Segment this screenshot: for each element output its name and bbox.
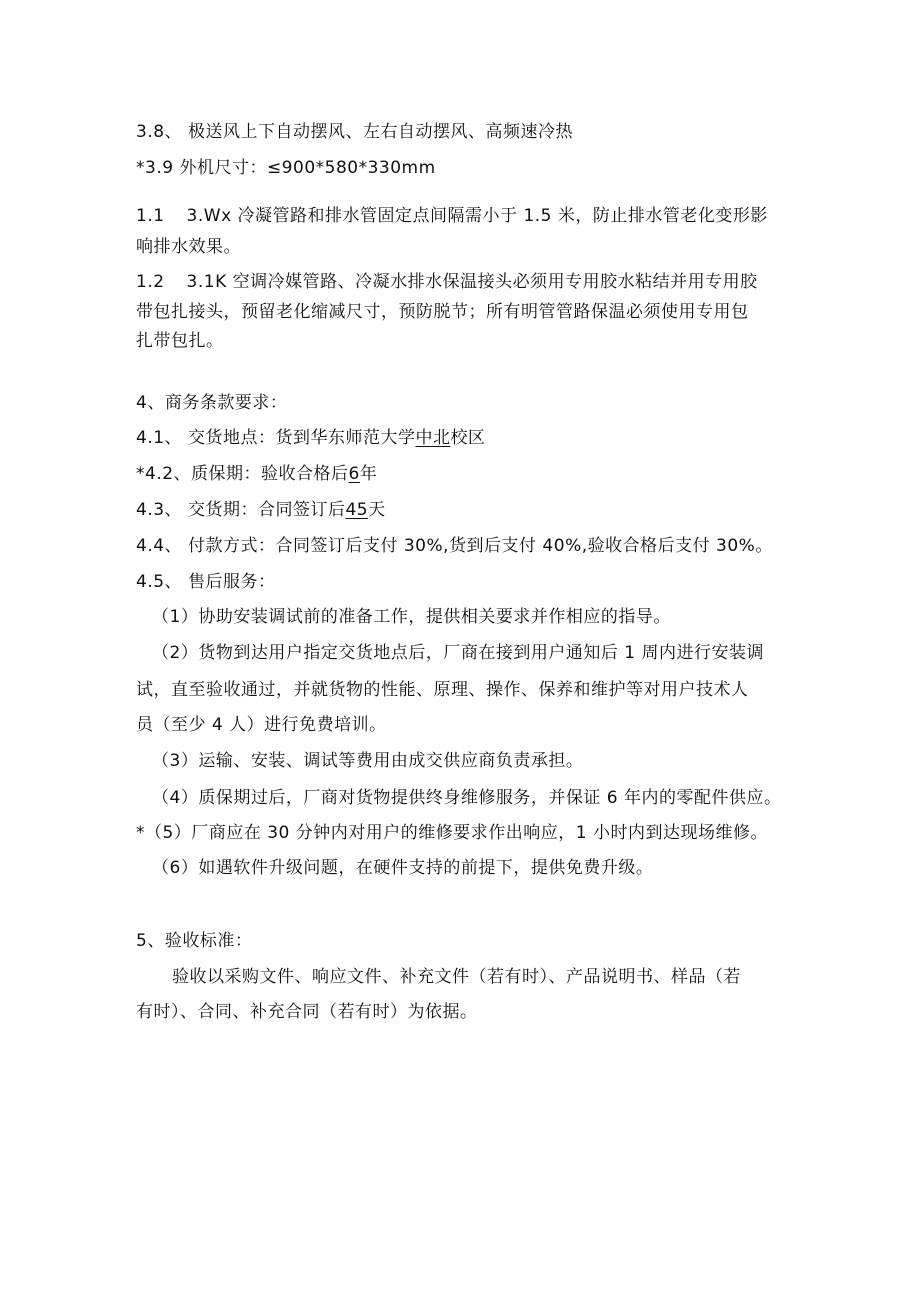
section-4-heading: 4、商务条款要求： [136, 393, 288, 413]
payment-terms: 4.4、 付款方式：合同签订后支付 30%,货到后支付 40%,验收合格后支付 30%。 [136, 536, 773, 556]
item-1-2-line3: 扎带包扎。 [136, 331, 224, 351]
after-sales-item-2-line2: 试，直至验收通过，并就货物的性能、原理、操作、保养和维护等对用户技术人 [136, 680, 749, 700]
delivery-period-suffix: 天 [368, 500, 386, 520]
delivery-location-suffix: 校区 [450, 428, 486, 448]
item-1-1-text: 3.Wx 冷凝管路和排水管固定点间隔需小于 1.5 米，防止排水管老化变形影 [186, 206, 768, 226]
after-sales-item-1: （1）协助安装调试前的准备工作，提供相关要求并作相应的指导。 [152, 607, 671, 627]
item-1-2-text: 3.1K 空调冷媒管路、冷凝水排水保温接头必须用专用胶水粘结并用专用胶 [186, 272, 758, 292]
delivery-location [136, 427, 485, 449]
delivery-period-label: 4.3、 交货期：合同签订后 [136, 500, 346, 520]
item-1-2-number: 1.2 [136, 272, 165, 292]
delivery-campus: 中北 [415, 428, 451, 448]
spec-3-8: 3.8、 极送风上下自动摆风、左右自动摆风、高频速冷热 [136, 122, 573, 142]
after-sales-item-4: （4）质保期过后，厂商对货物提供终身维修服务，并保证 6 年内的零配件供应。 [152, 788, 782, 808]
after-sales-item-2-line3: 员（至少 4 人）进行免费培训。 [136, 715, 387, 735]
warranty-label: *4.2、质保期：验收合格后 [136, 464, 349, 484]
after-sales-item-5: *（5）厂商应在 30 分钟内对用户的维修要求作出响应，1 小时内到达现场维修。 [136, 823, 768, 843]
warranty-period [136, 463, 377, 485]
warranty-years: 6 [348, 464, 360, 484]
spec-3-9: *3.9 外机尺寸：≤900*580*330mm [136, 158, 436, 178]
acceptance-line1: 验收以采购文件、响应文件、补充文件（若有时）、产品说明书、样品（若 [172, 967, 741, 987]
delivery-days: 45 [345, 500, 369, 520]
after-sales-item-2-line1: （2）货物到达用户指定交货地点后，厂商在接到用户通知后 1 周内进行安装调 [152, 643, 764, 663]
item-1-2-line2: 带包扎接头，预留老化缩减尺寸，预防脱节；所有明管管路保温必须使用专用包 [136, 302, 749, 322]
delivery-period [136, 499, 386, 521]
after-sales-item-6: （6）如遇软件升级问题，在硬件支持的前提下，提供免费升级。 [152, 858, 654, 878]
item-1-1-number: 1.1 [136, 206, 165, 226]
item-1-1-line2: 响排水效果。 [136, 237, 241, 257]
delivery-location-label: 4.1、 交货地点：货到华东师范大学 [136, 428, 416, 448]
section-5-heading: 5、验收标准： [136, 931, 253, 951]
warranty-suffix: 年 [359, 464, 378, 484]
item-1-1-line1 [136, 205, 768, 227]
after-sales-heading: 4.5、 售后服务： [136, 572, 276, 592]
item-1-2-line1 [136, 271, 758, 293]
acceptance-line2: 有时）、合同、补充合同（若有时）为依据。 [136, 1002, 478, 1022]
after-sales-item-3: （3）运输、安装、调试等费用由成交供应商负责承担。 [152, 751, 584, 771]
